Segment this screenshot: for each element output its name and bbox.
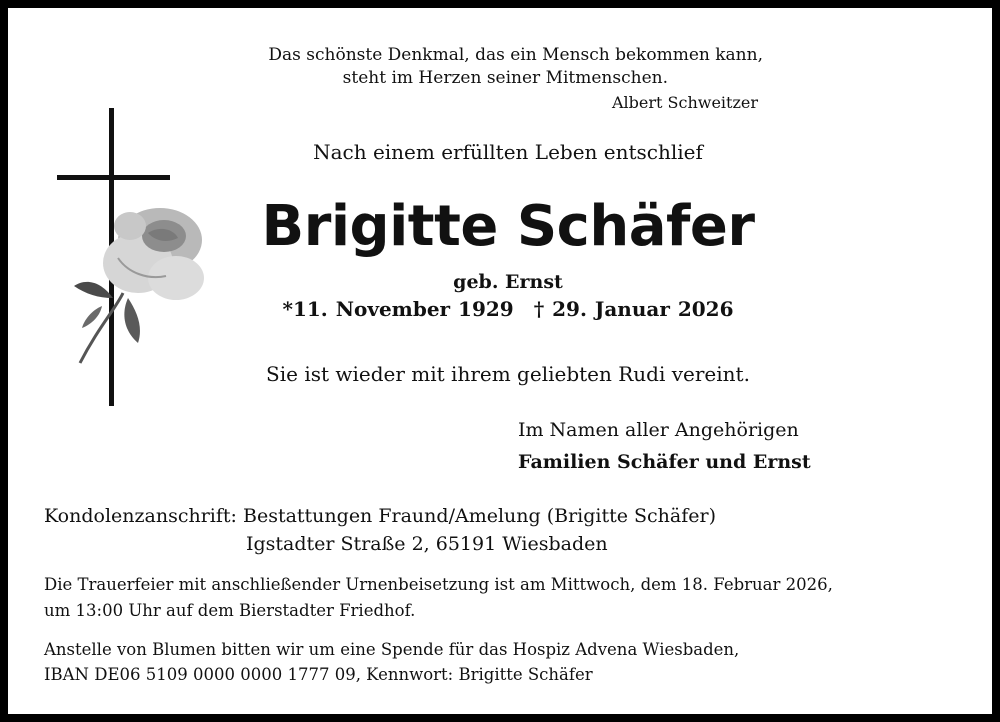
life-dates bbox=[8, 297, 1000, 321]
funeral-info-line-1: Die Trauerfeier mit anschließender Urnenbeisetzung ist am Mittwoch, dem 18. Februar 2026, bbox=[44, 575, 833, 594]
quote-line-1: Das schönste Denkmal, das ein Mensch bekommen kann, bbox=[268, 45, 763, 65]
condolence-address-line-2: Igstadter Straße 2, 65191 Wiesbaden bbox=[246, 533, 608, 555]
donation-info-line-1: Anstelle von Blumen bitten wir um eine Spende für das Hospiz Advena Wiesbaden, bbox=[44, 640, 740, 659]
condolence-address-line-1: Kondolenzanschrift: Bestattungen Fraund/Amelung (Brigitte Schäfer) bbox=[44, 505, 717, 527]
birth-name: geb. Ernst bbox=[453, 271, 563, 293]
cross-bar bbox=[57, 175, 170, 180]
donation-info-line-2: IBAN DE06 5109 0000 0000 1777 09, Kennwort: Brigitte Schäfer bbox=[44, 665, 593, 684]
deceased-name: Brigitte Schäfer bbox=[261, 194, 755, 259]
death-date: † 29. Januar 2026 bbox=[533, 297, 734, 321]
quote-author: Albert Schweitzer bbox=[611, 93, 758, 112]
reunited-text: Sie ist wieder mit ihrem geliebten Rudi vereint. bbox=[266, 362, 750, 386]
signature-label: Im Namen aller Angehörigen bbox=[518, 419, 799, 441]
intro-text: Nach einem erfüllten Leben entschlief bbox=[313, 140, 703, 164]
signature-families: Familien Schäfer und Ernst bbox=[518, 451, 811, 473]
quote-line-2: steht im Herzen seiner Mitmenschen. bbox=[342, 68, 668, 88]
birth-date: *11. November 1929 bbox=[282, 297, 514, 321]
funeral-info-line-2: um 13:00 Uhr auf dem Bierstadter Friedhof. bbox=[44, 601, 416, 620]
